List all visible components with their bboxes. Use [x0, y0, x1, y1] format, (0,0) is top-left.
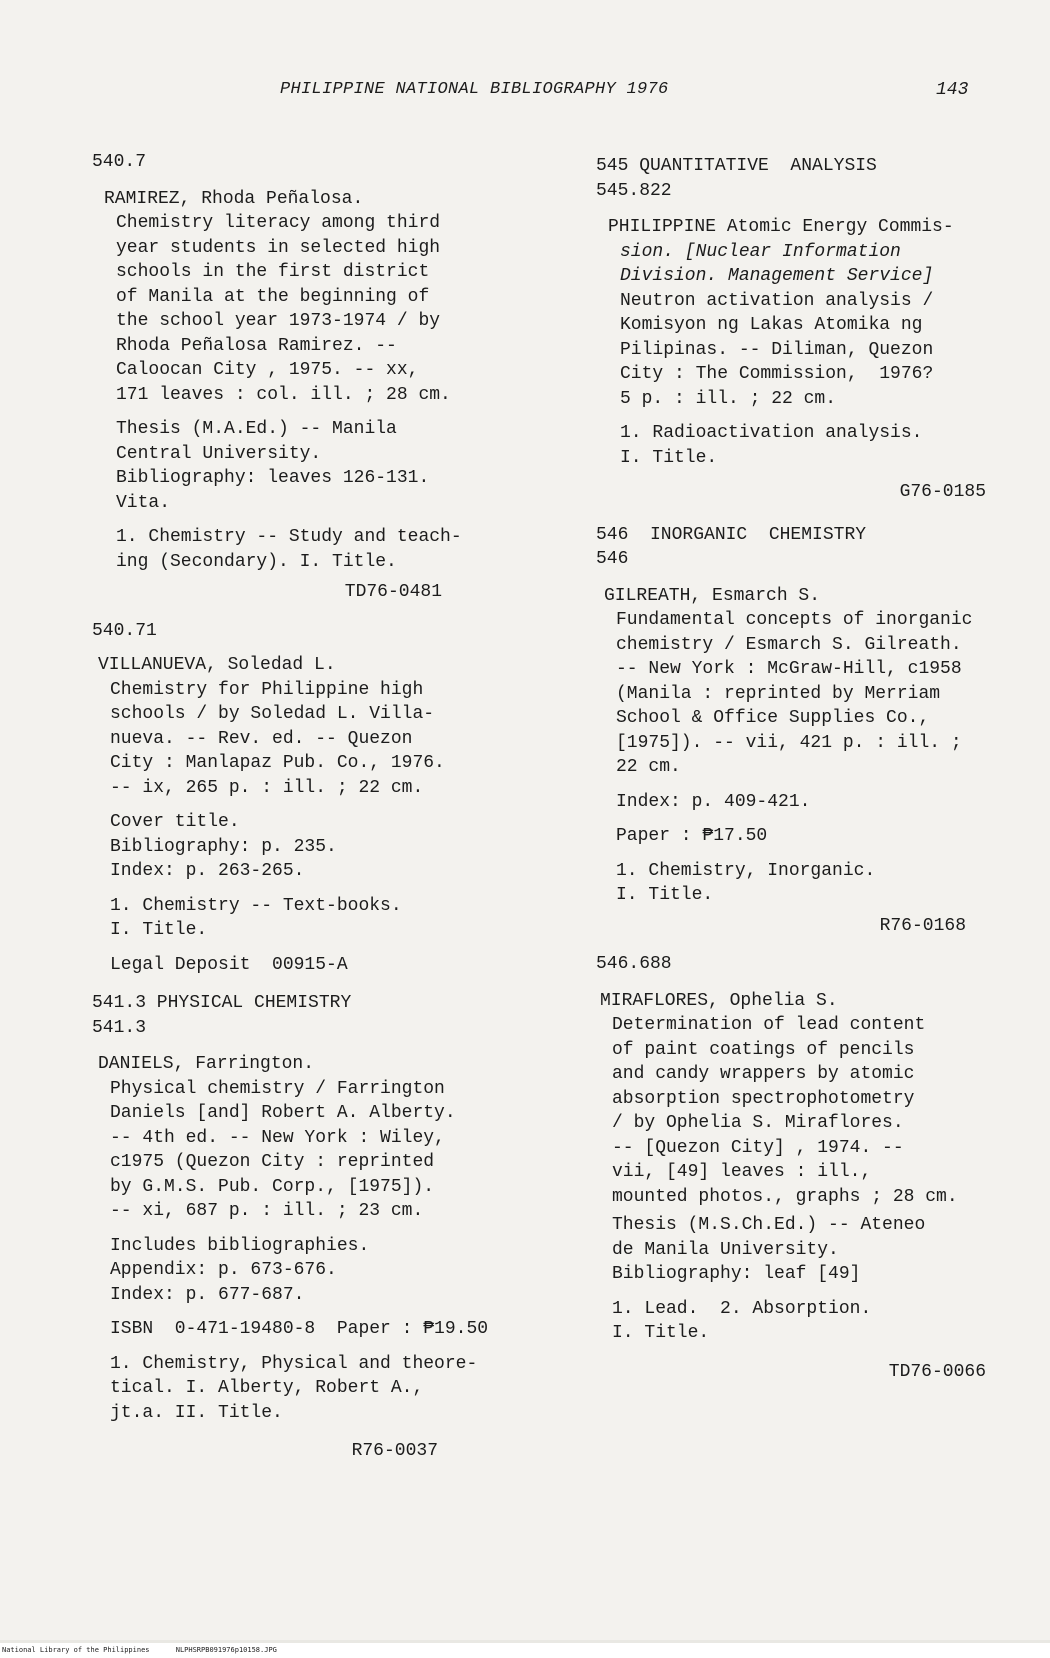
subject-line: 1. Radioactivation analysis.	[620, 423, 923, 443]
body-line: Rhoda Peñalosa Ramirez. --	[116, 335, 397, 356]
body-line: of paint coatings of pencils	[612, 1039, 915, 1060]
body-line: Pilipinas. -- Diliman, Quezon	[620, 339, 934, 360]
subject-line: 1. Chemistry, Physical and theore-	[110, 1353, 478, 1374]
body-line: (Manila : reprinted by Merriam	[616, 683, 941, 704]
body-line: vii, [49] leaves : ill.,	[612, 1162, 872, 1182]
control-number: R76-0168	[879, 915, 966, 936]
body-line: Physical chemistry / Farrington	[110, 1078, 445, 1099]
body-line: 5 p. : ill. ; 22 cm.	[620, 388, 837, 409]
entry-author: DANIELS, Farrington.	[98, 1054, 315, 1074]
note-line: Cover title.	[110, 812, 240, 832]
note-line: Index: p. 263-265.	[110, 861, 305, 881]
control-number: TD76-0066	[888, 1361, 986, 1382]
subject-line: 1. Chemistry -- Text-books.	[110, 895, 402, 916]
catalog-entry	[92, 619, 532, 978]
subject-line: 1. Lead. 2. Absorption.	[612, 1298, 872, 1319]
section-heading: 545 QUANTITATIVE ANALYSIS	[596, 156, 877, 176]
body-line: mounted photos., graphs ; 28 cm.	[612, 1186, 958, 1207]
body-line: schools in the first district	[116, 262, 430, 282]
catalog-entry	[92, 150, 532, 605]
note-line: Includes bibliographies.	[110, 1235, 370, 1256]
subject-line: I. Title.	[616, 885, 714, 905]
body-line: -- xi, 687 p. : ill. ; 23 cm.	[110, 1201, 424, 1221]
class-number: 540.7	[92, 152, 147, 172]
body-line: Komisyon ng Lakas Atomika ng	[620, 315, 923, 335]
scan-footer	[0, 1643, 1050, 1658]
class-number: 545.822	[596, 180, 672, 201]
body-line: Division. Management Service]	[620, 266, 934, 286]
body-line: chemistry / Esmarch S. Gilreath.	[616, 634, 962, 655]
body-line: -- ix, 265 p. : ill. ; 22 cm.	[110, 777, 424, 798]
control-number: G76-0185	[899, 482, 986, 502]
note-line: Vita.	[116, 492, 171, 513]
body-line: 22 cm.	[616, 757, 681, 777]
body-line: the school year 1973-1974 / by	[116, 311, 441, 331]
body-line: sion. [Nuclear Information	[620, 241, 901, 262]
running-header	[0, 80, 1050, 108]
subject-line: jt.a. II. Title.	[110, 1402, 283, 1423]
body-line: -- 4th ed. -- New York : Wiley,	[110, 1127, 445, 1148]
section-heading: 546 INORGANIC CHEMISTRY	[596, 524, 867, 545]
body-line: City : Manlapaz Pub. Co., 1976.	[110, 753, 445, 773]
price: Paper : ₱17.50	[616, 826, 768, 846]
control-number: R76-0037	[351, 1441, 438, 1461]
note-line: Central University.	[116, 443, 322, 464]
body-line: Fundamental concepts of inorganic	[616, 610, 973, 630]
class-number: 546.688	[596, 954, 672, 974]
note-line: Thesis (M.A.Ed.) -- Manila	[116, 419, 397, 439]
catalog-entry	[596, 154, 1036, 505]
body-line: 171 leaves : col. ill. ; 28 cm.	[116, 384, 451, 405]
body-line: Caloocan City , 1975. -- xx,	[116, 360, 419, 380]
entry-author: RAMIREZ, Rhoda Peñalosa.	[104, 188, 364, 209]
body-line: schools / by Soledad L. Villa-	[110, 704, 435, 724]
body-line: of Manila at the beginning of	[116, 286, 430, 307]
subject-line: I. Title.	[612, 1323, 710, 1343]
left-column	[92, 150, 532, 1478]
subject-line: 1. Chemistry -- Study and teach-	[116, 527, 462, 547]
subject-line: 1. Chemistry, Inorganic.	[616, 860, 876, 881]
subject-line: tical. I. Alberty, Robert A.,	[110, 1378, 424, 1398]
subject-line: ing (Secondary). I. Title.	[116, 551, 397, 572]
body-line: nueva. -- Rev. ed. -- Quezon	[110, 728, 413, 749]
body-line: -- [Quezon City] , 1974. --	[612, 1137, 904, 1158]
body-line: Daniels [and] Robert A. Alberty.	[110, 1103, 456, 1123]
body-line: Neutron activation analysis /	[620, 290, 934, 311]
page-number: 143	[936, 80, 969, 100]
body-line: absorption spectrophotometry	[612, 1088, 915, 1109]
body-line: and candy wrappers by atomic	[612, 1064, 915, 1084]
body-line: City : The Commission, 1976?	[620, 364, 934, 384]
class-number: 540.71	[92, 620, 157, 641]
body-line: [1975]). -- vii, 421 p. : ill. ;	[616, 732, 962, 753]
body-line: c1975 (Quezon City : reprinted	[110, 1152, 435, 1172]
body-line: School & Office Supplies Co.,	[616, 708, 930, 728]
class-number: 541.3	[92, 1017, 147, 1038]
legal-deposit: Legal Deposit 00915-A	[110, 954, 348, 975]
control-number: TD76-0481	[344, 582, 442, 602]
right-column	[596, 154, 1036, 1398]
note-line: Index: p. 677-687.	[110, 1284, 305, 1305]
entry-author: GILREATH, Esmarch S.	[604, 585, 821, 606]
note-line: Bibliography: leaves 126-131.	[116, 468, 430, 488]
note-line: Index: p. 409-421.	[616, 791, 811, 812]
body-line: / by Ophelia S. Miraflores.	[612, 1113, 904, 1133]
body-line: -- New York : McGraw-Hill, c1958	[616, 659, 962, 679]
header-title: PHILIPPINE NATIONAL BIBLIOGRAPHY 1976	[280, 80, 669, 99]
section-heading: 541.3 PHYSICAL CHEMISTRY	[92, 993, 352, 1013]
footer-filename: NLPHSRPB091976p10158.JPG	[175, 1646, 277, 1654]
note-line: Thesis (M.S.Ch.Ed.) -- Ateneo	[612, 1215, 926, 1235]
subject-line: I. Title.	[620, 447, 718, 468]
entry-author: PHILIPPINE Atomic Energy Commis-	[608, 217, 954, 237]
catalog-entry	[596, 523, 1036, 939]
note-line: de Manila University.	[612, 1239, 839, 1260]
class-number: 546	[596, 549, 629, 569]
entry-author: VILLANUEVA, Soledad L.	[98, 655, 336, 675]
subject-line: I. Title.	[110, 920, 208, 940]
catalog-entry	[92, 991, 532, 1464]
body-line: Chemistry literacy among third	[116, 213, 441, 233]
catalog-entry	[596, 952, 1036, 1384]
note-line: Bibliography: leaf [49]	[612, 1264, 861, 1284]
body-line: Chemistry for Philippine high	[110, 679, 424, 700]
body-line: by G.M.S. Pub. Corp., [1975]).	[110, 1176, 435, 1197]
body-line: year students in selected high	[116, 237, 441, 258]
note-line: Appendix: p. 673-676.	[110, 1260, 337, 1280]
footer-institution: National Library of the Philippines	[2, 1646, 150, 1654]
body-line: Determination of lead content	[612, 1015, 926, 1035]
entry-author: MIRAFLORES, Ophelia S.	[600, 990, 838, 1011]
note-line: Bibliography: p. 235.	[110, 836, 337, 857]
isbn-price: ISBN 0-471-19480-8 Paper : ₱19.50	[110, 1319, 489, 1339]
